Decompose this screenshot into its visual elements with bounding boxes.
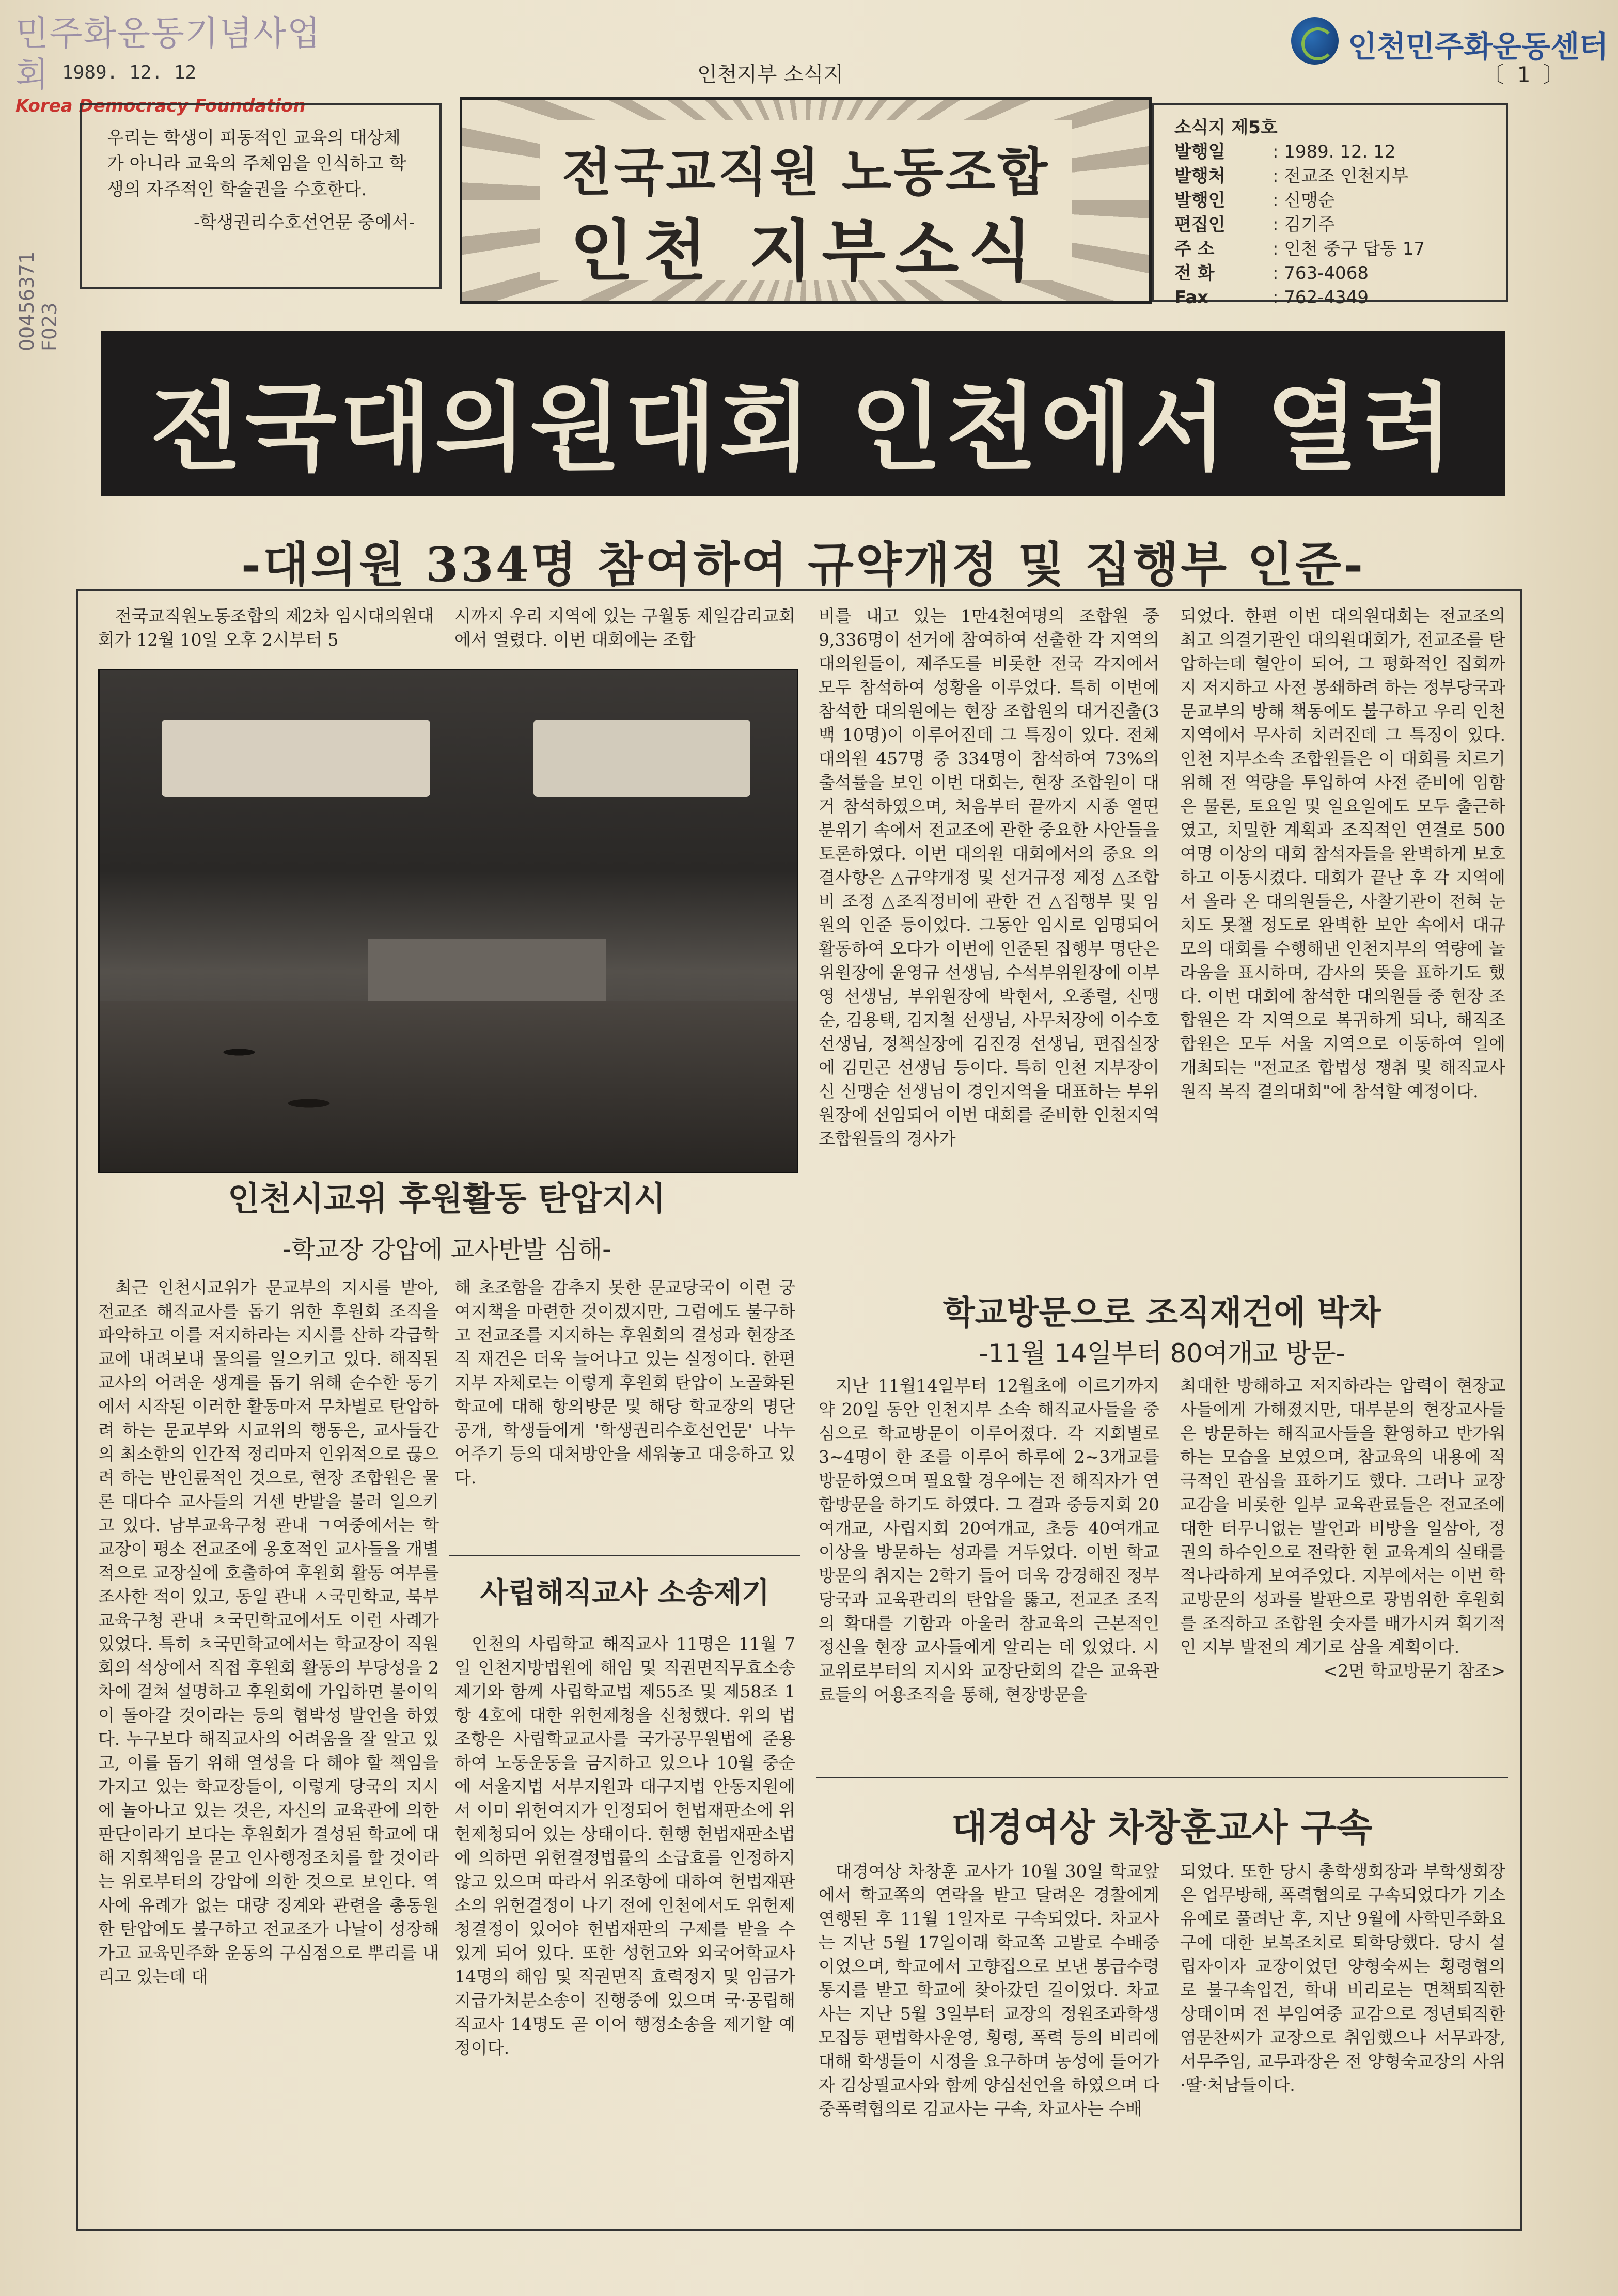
info-row: 발행인 : 신맹순 [1174,190,1335,211]
photo-banner-left [162,720,430,797]
article5-col2: 되었다. 또한 당시 총학생회장과 부학생회장은 업무방해, 폭력협의로 구속되었다가 기소유예로 풀려난 후, 지난 9월에 사학민주화요구에 대한 보복조치로 퇴학당했다. 당시 설립자이자 교장이었던 양형숙씨는 횡령협의로 불구속입건, 학내 비리로는 면책퇴직한 상태이며 전 부임여중 교감으로 정년퇴직한 염문찬씨가 교장으로 취임했으나 서무과장, 서무주임, 교무과장은 전 양형숙교장의 사위·딸·처남들이다. [1180,1861,1505,2095]
article5-col1: 대경여상 차창훈 교사가 10월 30일 학교앞에서 학교쪽의 연락을 받고 달려온 경찰에게 연행된 후 11월 1일자로 구속되었다. 차교사는 지난 5월 17일이래 학교쪽 고발로 수배중이었으며, 학교에서 고향집으로 보낸 봉급수령통지를 받고 학교에 찾아갔던 길이었다. 차교사는 지난 5월 3일부터 교장의 정원조과학생모집등 편법학사운영, 횡령, 폭력 등의 비리에 대해 학생들이 시정을 요구하며 농성에 들어가자 김상필교사와 함께 양심선언을 하였으며 다중폭력협의로 김교사는 구속, 차교사는 수배 [819,1861,1159,2119]
publication-info [1152,103,1508,308]
archive-logo-english: Korea Democracy Foundation [15,96,306,116]
info-row: 편집인 : 김기주 [1174,214,1335,235]
article2-col2: 해 초조함을 감추지 못한 문교당국이 이런 궁여지책을 마련한 것이겠지만, 그럼에도 불구하고 전교조를 지지하는 후원회의 결성과 현장조직 재건은 더욱 늘어나고 있는 실정이다. 한편 지부 자체로는 이렇게 후원회 탄압이 노골화된 학교에 대해 항의방문 및 해당 학교장의 명단 공개, 학생들에게 '학생권리수호선언문' 나누어주기 등의 대처방안을 세워놓고 대응하고 있다. [454,1277,795,1488]
article2-subtitle: -학교장 강압에 교사반발 심해- [282,1235,611,1264]
main-article-col1: 전국교직원노동조합의 제2차 임시대의원대회가 12월 10일 오후 2시부터 5 [98,606,434,650]
article3-body: 인천의 사립학교 해직교사 11명은 11월 7일 인천지방법원에 해임 및 직권면직무효소송제기와 함께 사립학교법 제55조 및 제58조 1항 4호에 대한 위헌제청을 신청했다. 위의 법조항은 사립학교교사를 국가공무원법에 준용하여 노동운동을 금지하고 있으나 10월 중순에 서울지법 서부지원과 대구지법 안동지원에서 이미 위헌여지가 인정되어 헌법재판소에 위헌제청되어 있는 상태이다. 현행 헌법재판소법에 의하면 위헌결정법률의 소급효를 인정하지 않고 있으며 따라서 위조항에 대하여 헌법재판소의 위헌결정이 나기 전에 인천에서도 위헌제청결정이 있어야 헌법재판의 구제를 받을 수 있게 되어 있다. 또한 성헌고와 외국어학교사 14명의 해임 및 직권면직 효력정지 및 임금가지급가처분소송이 진행중에 있으며 국·공립해직교사 14명도 곧 이어 행정소송을 제기할 예정이다. [454,1634,795,2058]
photo-banner-right [533,720,750,797]
article4-col1: 지난 11월14일부터 12월초에 이르기까지 약 20일 동안 인천지부 소속 해직교사들을 중심으로 학교방문이 이루어졌다. 각 지회별로 3~4명이 한 조를 이루어 하루에 2~3개교를 방문하였으며 필요할 경우에는 전 해직자가 연합방문을 하기도 하였다. 그 결과 중등지회 20여개교, 사립지회 20여개교, 초등 40여개교 이상을 방문하는 성과를 거두었다. 이번 학교방문의 취지는 2학기 들어 더욱 강경해진 정부당국과 교육관리의 탄압을 뚫고, 전교조 조직의 확대를 기함과 아울러 참교육의 근본적인 정신을 현장 교사들에게 알리는 데 있었다. 시교위로부터의 지시와 교장단회의 같은 교육관료들의 어용조직을 통해, 현장방문을 [819,1376,1159,1705]
masthead [460,97,1152,304]
quote-source: -학생권리수호선언문 중에서- [194,212,415,233]
divider [816,1777,1508,1778]
main-article-col2: 시까지 우리 지역에 있는 구월동 제일감리교회에서 열렸다. 이번 대회에는 조합 [454,606,795,650]
section-title: 인천지부 소식지 [697,63,844,86]
masthead-line2: 인천 지부소식 [570,212,1042,290]
archive-number: 00456371 [15,251,38,351]
info-row: 발행처 : 전교조 인천지부 [1174,166,1408,186]
issue-date: 1989. 12. 12 [62,62,197,83]
article5-title: 대경여상 차창훈교사 구속 [951,1806,1373,1849]
article2-title: 인천시교위 후원활동 탄압지시 [227,1180,666,1219]
headline: 전국대의원대회 인천에서 열려 [150,373,1456,483]
center-name: 인천민주화운동센터 [1348,29,1609,64]
article2-col1: 최근 인천시교위가 문교부의 지시를 받아, 전교조 해직교사를 돕기 위한 후원회 조직을 파악하고 이를 저지하라는 지시를 산하 각급학교에 내려보내 물의를 일으키고 있다. 해직된 교사의 어려운 생계를 돕기 위해 순수한 동기에서 시작된 이러한 활동마저 무차별로 탄압하려 하는 문교부와 시교위의 행동은, 교사들간의 최소한의 인간적 정리마저 인위적으로 끊으려 하는 반인륜적인 것으로, 현장 조합원은 물론 대다수 교사들의 거센 반발을 불러 일으키고 있다. 남부교육구청 관내 ㄱ여중에서는 학교장이 평소 전교조에 옹호적인 교사들을 개별적으로 교장실에 호출하여 후원회 활동 여부를 조사한 적이 있고, 동일 관내 ㅅ국민학교, 북부 교육구청 관내 ㅊ국민학교에서도 이런 사례가 있었다. 특히 ㅊ국민학교에서는 학교장이 직원회의 석상에서 직접 후원회 활동의 부당성을 2차에 걸쳐 설명하고 후원회에 가입하면 불이익이 돌아갈 것이라는 등의 협박성 발언을 하였다. 누구보다 해직교사의 어려움을 잘 알고 있고, 이를 돕기 위해 열성을 다 해야 할 책임을 가지고 있는 학교장들이, 이렇게 당국의 지시에 놀아나고 있는 것은, 자신의 교육관에 의한 판단이라기 보다는 후원회가 결성된 학교에 대해 지휘책임을 묻고 인사행정조치를 할 것이라는 위로부터의 강압에 의한 것으로 보인다. 역사에 유례가 없는 대량 징계와 관련을 총동원한 탄압에도 불구하고 전교조가 나날이 성장해 가고 교육민주화 운동의 구심점으로 뿌리를 내리고 있는데 대 [98,1277,439,1987]
photo-crowd [100,1001,797,1172]
quote-text: 우리는 학생이 피동적인 교육의 대상체가 아니라 교육의 주체임을 인식하고 학생의 자주적인 학술권을 수호한다. [107,128,406,200]
info-row: 소식지 제5호 [1174,117,1278,138]
article4-col2: 최대한 방해하고 저지하라는 압력이 현장교사들에게 가해졌지만, 대부분의 현장교사들은 방문하는 해직교사들을 환영하고 반가워하는 모습을 보였으며, 참교육의 내용에 적극적인 관심을 표하기도 했다. 그러나 교장 교감을 비롯한 일부 교육관료들은 전교조에 대한 터무니없는 발언과 비방을 일삼아, 정권의 하수인으로 전락한 현 교육계의 실태를 적나라하게 보여주었다. 지부에서는 이번 학교방문의 성과를 발판으로 광범위한 후원회를 조직하고 조합원 숫자를 배가시켜 획기적인 지부 발전의 계기로 삼을 계획이다. <2면 학교방문기 참조> [1180,1374,1505,1683]
headline-banner [101,331,1505,496]
info-row: 전 화 : 763-4068 [1174,263,1369,284]
main-article-col4: 되었다. 한편 이번 대의원대회는 전교조의 최고 의결기관인 대의원대회가, 전교조를 탄압하는데 혈안이 되어, 그 평화적인 집회까지 저지하고 사전 봉쇄하려 하는 정부당국과 문교부의 방해 책동에도 불구하고 우리 인천지역에서 무사히 치러진데 그 특징이 있다. 인천 지부소속 조합원들은 이 대회를 치르기 위해 전 역량을 투입하여 사전 준비에 임함은 물론, 토요일 및 일요일에도 모두 출근하였고, 치밀한 계획과 조직적인 연결로 500여명 이상의 대회 참석자들을 완벽하게 보호하고 이동시켰다. 대회가 끝난 후 각 지역에서 올라 온 대의원들은, 사찰기관이 전혀 눈치도 못챌 정도로 완벽한 보안 속에서 대규모의 대회를 수행해낸 인천지부의 역량에 놀라움을 표시하며, 감사의 뜻을 표하기도 했다. 이번 대회에 참석한 대의원들 중 현장 조합원은 각 지역으로 복귀하게 되나, 해직조합원은 모두 서울 지역으로 이동하여 일에 개최되는 "전교조 합법성 쟁취 및 해직교사 원직 복직 결의대회"에 참석할 예정이다. [1180,606,1505,1101]
main-article-col3: 비를 내고 있는 1만4천여명의 조합원 중 9,336명이 선거에 참여하여 선출한 각 지역의 대의원들이, 제주도를 비롯한 전국 각지에서 모두 참석하여 성황을 이루었다. 특히 이번에 참석한 대의원에는 현장 조합원의 대거진출(3백 10명)이 이루어진데 그 특징이 있다. 전체 대의원 457명 중 334명이 참석하여 73%의 출석률을 보인 이번 대회는, 현장 조합원이 대거 참석하였으며, 처음부터 끝까지 시종 열띤 분위기 속에서 전교조에 관한 중요한 사안들을 토론하였다. 이번 대의원 대회에서의 중요 의결사항은 △규약개정 및 선거규정 제정 △조합비 조정 △조직정비에 관한 건 △집행부 및 임원의 인준 등이었다. 그동안 임시로 임명되어 활동하여 오다가 이번에 인준된 집행부 명단은 위원장에 윤영규 선생님, 수석부위원장에 이부영 선생님, 부위원장에 박현서, 오종렬, 신맹순, 김용택, 김지철 선생님, 사무처장에 이수호 선생님, 정책실장에 김진경 선생님, 편집실장에 김민곤 선생님 등이다. 특히 인천 지부장이신 신맹순 선생님이 경인지역을 대표하는 부위원장에 선임되어 이번 대회를 준비한 인천지역 조합원들의 경사가 [819,606,1160,1149]
center-emblem-icon [1291,17,1339,65]
quote-box [80,103,442,289]
article4-subtitle: -11월 14일부터 80여개교 방문- [979,1338,1345,1368]
info-row: 발행일 : 1989. 12. 12 [1174,142,1396,162]
masthead-line1: 전국교직원 노동조합 [561,142,1050,202]
subheadline: -대의원 334명 참여하여 규약개정 및 집행부 인준- [241,537,1365,592]
masthead-panel [540,120,1072,290]
divider [449,1555,800,1556]
assembly-photo [98,669,798,1173]
archive-marks [15,103,61,372]
info-row: Fax : 762-4349 [1174,287,1369,308]
archive-logo-korean: 민주화운동기념사업회 [15,13,321,95]
page-number: 〔 1 〕 [1482,62,1565,87]
article4-note: <2면 학교방문기 참조> [1323,1661,1505,1681]
article4-title: 학교방문으로 조직재건에 박차 [942,1294,1381,1332]
archive-code: F023 [38,302,61,351]
info-row: 주 소 : 인천 중구 답동 17 [1174,239,1425,259]
article3-title: 사립해직교사 소송제기 [480,1576,770,1610]
